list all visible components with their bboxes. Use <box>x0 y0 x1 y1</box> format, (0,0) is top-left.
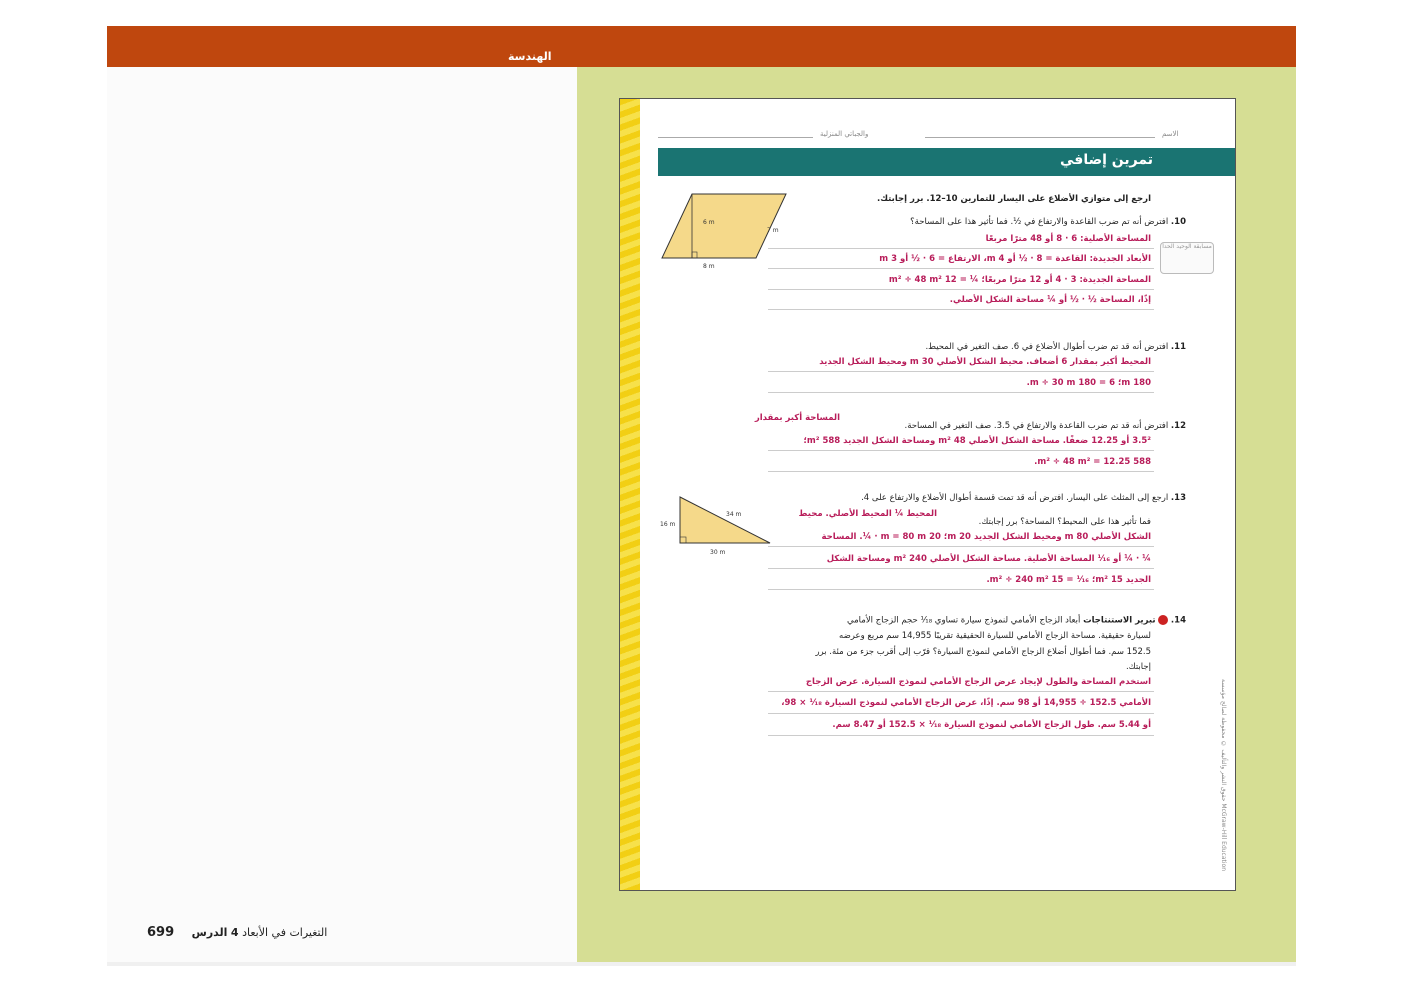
q10-answer-4: إذًا، المساحة ½ · ½ أو ¼ مساحة الشكل الأصلي. <box>949 295 1151 305</box>
answer-rule <box>768 546 1154 547</box>
q10-question: افترض أنه تم ضرب القاعدة والارتفاع في ½. فما تأثير هذا على المساحة؟ <box>910 217 1169 227</box>
page-footer <box>147 925 327 940</box>
answer-rule <box>768 371 1154 372</box>
answer-rule <box>768 471 1154 472</box>
instruction-text: ارجع إلى متوازي الأضلاع على اليسار للتمارين 10–12. برر إجابتك. <box>877 194 1151 204</box>
answer-rule <box>768 268 1154 269</box>
q12-text <box>905 421 1186 431</box>
q12-number: 12. <box>1170 421 1186 431</box>
q14-number: 14. <box>1170 615 1186 626</box>
q12-answer-0: المساحة أكبر بمقدار <box>754 413 840 423</box>
answer-rule <box>768 691 1154 692</box>
q12-answer-2: 588 m² ÷ 48 m² = 12.25. <box>1034 457 1151 467</box>
homework-rule <box>658 137 813 138</box>
q13-answer-0: المحيط ¼ المحيط الأصلي. محيط <box>798 509 937 519</box>
q13-number: 13. <box>1170 493 1186 503</box>
q14-question-4: إجابتك. <box>1125 662 1151 672</box>
header-title: الهندسة <box>508 50 552 63</box>
q10-text <box>910 217 1186 227</box>
q13-answer-2: ¼ · ¼ أو ¹⁄₁₆ المساحة الأصلية. مساحة الشكل الأصلي 240 m² ومساحة الشكل <box>826 554 1151 564</box>
q12-answer-1: 3.5² أو 12.25 ضعفًا. مساحة الشكل الأصلي 48 m² ومساحة الشكل الجديد 588 m²؛ <box>803 436 1151 446</box>
q14-answer-2: الأمامي 152.5 ÷ 14,955 أو 98 سم. إذًا، عرض الزجاج الأمامي لنموذج السيارة ¹⁄₁₈ × 98، <box>781 698 1151 708</box>
q11-answer-1: المحيط أكبر بمقدار 6 أضعاف. محيط الشكل الأصلي 30 m ومحيط الشكل الجديد <box>819 357 1151 367</box>
q10-answer-1: المساحة الأصلية: 6 · 8 أو 48 مترًا مربعًا <box>985 234 1151 244</box>
q13-question-1: ارجع إلى المثلث على اليسار. افترض أنه قد تمت قسمة أطوال الأضلاع والارتفاع على 4. <box>861 493 1169 503</box>
name-label: الاسم <box>1162 130 1179 138</box>
homework-label: والجباتي المنزلية <box>820 130 869 138</box>
left-page-blank <box>107 67 577 962</box>
name-rule <box>925 137 1155 138</box>
reasoning-badge-icon <box>1158 615 1168 625</box>
q13-answer-3: الجديد 15 m²؛ ¹⁄₁₆ = 15 m² ÷ 240 m². <box>986 575 1151 585</box>
q13-answer-1: الشكل الأصلي 80 m ومحيط الشكل الجديد 20 m؛ 20 m = 80 m · ¼. المساحة <box>821 532 1151 542</box>
answer-rule <box>768 392 1154 393</box>
answer-rule <box>768 713 1154 714</box>
q14-question-3: 152.5 سم. فما أطوال أضلاع الزجاج الأمامي لنموذج السيارة؟ قرّب إلى أقرب جزء من مئة. برر <box>815 647 1151 657</box>
answer-rule <box>768 450 1154 451</box>
answer-rule <box>768 248 1154 249</box>
q14-question-2: لسيارة حقيقية. مساحة الزجاج الأمامي للسيارة الحقيقية تقريبًا 14,955 سم مربع وعرضه <box>839 631 1151 641</box>
parallelogram-side-label: 7 m <box>767 227 779 234</box>
triangle-height-label: 16 m <box>660 521 676 528</box>
worksheet-title: تمرين إضافي <box>1060 152 1153 168</box>
q11-text <box>925 342 1186 352</box>
parallelogram-base-label: 8 m <box>703 263 715 270</box>
q12-question: افترض أنه قد تم ضرب القاعدة والارتفاع في 3.5. صف التغير في المساحة. <box>904 421 1169 431</box>
answer-rule <box>768 289 1154 290</box>
q14-question-1: أبعاد الزجاج الأمامي لنموذج سيارة تساوي ¹⁄₁₈ حجم الزجاج الأمامي <box>846 615 1081 626</box>
q11-answer-2: 180 m؛ 6 = 180 m ÷ 30 m. <box>1026 378 1151 388</box>
answer-rule <box>768 568 1154 569</box>
lesson-number: 4 <box>230 926 239 939</box>
q14-text-1 <box>847 615 1186 626</box>
answer-rule <box>768 735 1154 736</box>
triangle-hyp-label: 34 m <box>726 511 742 518</box>
vertical-copyright: حقوق النشر والتأليف © محفوظة لصالح مؤسسة McGraw-Hill Education <box>1220 679 1227 872</box>
q14-label: تبرير الاستنتاجات <box>1083 615 1156 626</box>
parallelogram-height-label: 6 m <box>703 219 715 226</box>
worksheet-image <box>619 98 1236 891</box>
q11-number: 11. <box>1170 342 1186 352</box>
lesson-title: التغيرات في الأبعاد <box>242 926 328 939</box>
answer-rule <box>768 309 1154 310</box>
page-number: 699 <box>147 925 175 940</box>
triangle-figure <box>678 495 774 547</box>
q14-answer-1: استخدم المساحة والطول لإيجاد عرض الزجاج الأمامي لنموذج السيارة. عرض الزجاج <box>805 677 1151 687</box>
q10-number: 10. <box>1170 217 1186 227</box>
q13-question-2: فما تأثير هذا على المحيط؟ المساحة؟ برر إجابتك. <box>978 517 1151 527</box>
q13-text-1 <box>861 493 1186 503</box>
side-note: مسابقة الوحيد الحدا <box>1160 242 1214 274</box>
yellow-strip <box>620 99 640 890</box>
q14-answer-3: أو 5.44 سم. طول الزجاج الأمامي لنموذج السيارة ¹⁄₁₈ × 152.5 أو 8.47 سم. <box>832 720 1151 730</box>
header-bar <box>107 26 1296 67</box>
answer-rule <box>768 589 1154 590</box>
q10-answer-2: الأبعاد الجديدة: القاعدة = 8 · ½ أو 4 m، الارتفاع = 6 · ½ أو 3 m <box>879 254 1151 264</box>
bottom-divider <box>107 962 1296 966</box>
lesson-label: الدرس <box>191 926 228 939</box>
triangle-base-label: 30 m <box>710 549 726 556</box>
q10-answer-3: المساحة الجديدة: 3 · 4 أو 12 مترًا مربعًا؛ ¼ = 12 m² ÷ 48 m² <box>888 275 1151 285</box>
q11-question: افترض أنه قد تم ضرب أطوال الأضلاع في 6. صف التغير في المحيط. <box>925 342 1169 352</box>
